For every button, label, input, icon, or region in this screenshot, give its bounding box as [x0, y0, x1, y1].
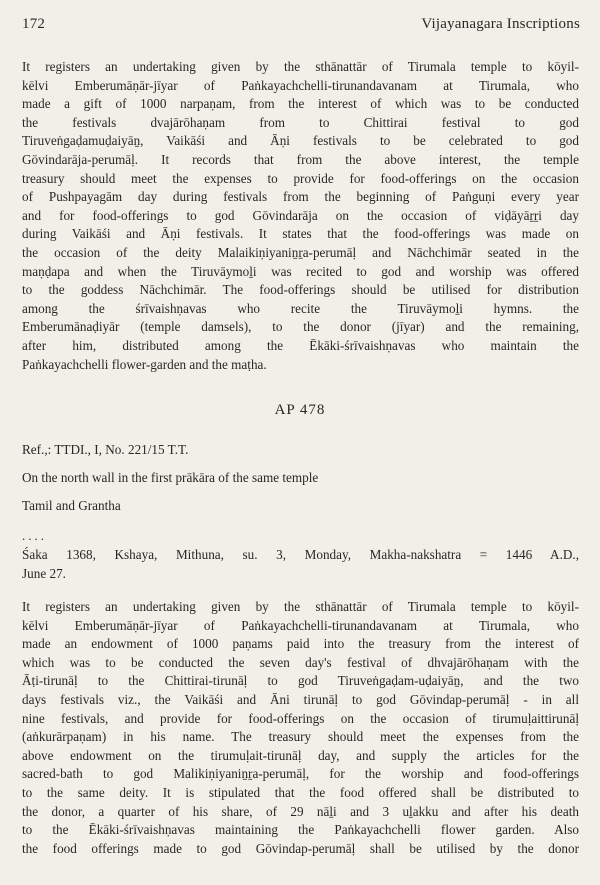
page-header — [22, 16, 580, 33]
text-line: after him, distributed among the Ēkāki-śrīvaishṇavas who maintain the — [22, 337, 579, 353]
script-line: Tamil and Grantha — [22, 498, 121, 513]
text-line: made a gift of 1000 narpaṇam, from the interest of which was to be conducted — [22, 96, 579, 112]
text-line: Tiruveṅgaḍamuḍaiyāṉ, Vaikāśi and Āṇi festivals to be celebrated to god — [22, 133, 579, 149]
date-block — [22, 546, 579, 583]
text-line: of Pushpayagām day during festivals from the beginning of Paṅguṇi every year — [22, 189, 579, 205]
text-line: the donor, a quarter of his share, of 29 nāḻi and 3 uḻakku and after his death — [22, 803, 579, 819]
paragraph-2 — [22, 598, 579, 858]
text-line: kēlvi Emberumāṇār-jīyar of Paṅkayachchelli-tirunandavanam at Tirumala, who — [22, 617, 579, 633]
text-line: the festivals dvajārōhaṇam from to Chittirai festival to god — [22, 114, 579, 130]
ellipsis-dots: .... — [22, 528, 47, 543]
text-line: Āṭi-tirunāḷ to the Chittirai-tirunāḷ to god Tiruveṅgaḍam-uḍaiyāṉ, and the two — [22, 673, 579, 689]
page-number: 172 — [22, 16, 46, 32]
text-line: during Vaikāśi and Āṇi festivals. It states that the food-offerings was made on — [22, 226, 579, 242]
text-line: It registers an undertaking given by the sthānattār of Tirumala temple to kōyil- — [22, 59, 579, 74]
text-line: kēlvi Emberumāṇār-jīyar of Paṅkayachchelli-tirunandavanam at Tirumala, who — [22, 77, 579, 93]
date-line: June 27. — [22, 565, 66, 581]
reference-line: Ref.,: TTDI., I, No. 221/15 T.T. — [22, 442, 189, 457]
text-line: (aṅkurārpaṇam) in his name. The treasury should meet the expenses from the — [22, 729, 579, 745]
text-line: to the same deity. It is stipulated that the food offered shall be distributed to — [22, 784, 579, 800]
text-line: Emberumānaḍiyār (temple damsels), to the donor (jīyar) and the remaining, — [22, 319, 579, 335]
date-line: Śaka 1368, Kshaya, Mithuna, su. 3, Monday, Makha-nakshatra = 1446 A.D., — [22, 547, 579, 562]
paragraph-1 — [22, 58, 579, 374]
text-line: maṇḍapa and when the Tiruvāymoḻi was recited to god and worship was offered — [22, 263, 579, 279]
text-line: above endowment on the tirumuḷait-tirunāḷ day, and supply the articles for the — [22, 747, 579, 763]
text-line: made an endowment of 1000 paṇams paid into the treasury from the interest of — [22, 636, 579, 652]
text-line: and for food-offerings to god Gōvindarāja on the occasion of viḍāyāṟṟi day — [22, 207, 579, 223]
text-line: the food offerings made to god Gōvindap-perumāḷ shall be utilised by the donor — [22, 840, 579, 856]
text-line: to the Ēkāki-śrīvaishṇavas maintaining the Paṅkayachchelli flower garden. Also — [22, 822, 579, 838]
text-line: sacred-bath to god Malikiṇiyaniṉṟa-perumāḷ, for the worship and food-offerings — [22, 766, 579, 782]
location-line: On the north wall in the first prākāra of the same temple — [22, 470, 319, 485]
text-line: Paṅkayachchelli flower-garden and the maṭha. — [22, 356, 267, 372]
running-title: Vijayanagara Inscriptions — [421, 16, 580, 32]
text-line: among the śrīvaishṇavas who recite the Tiruvāymoḻi hymns. the — [22, 300, 579, 316]
text-line: days festivals viz., the Vaikāśi and Āni tirunāḷ to god Gōvindap-perumāḷ - in all — [22, 691, 579, 707]
text-line: treasury should meet the expenses to provide for food-offerings on the occasion — [22, 170, 579, 186]
text-line: It registers an undertaking given by the sthānattār of Tirumala temple to kōyil- — [22, 599, 579, 614]
text-line: to the goddess Nāchchimār. The food-offerings should be utilised for distribution — [22, 282, 579, 298]
text-line: nine festivals, and provide for food-offerings on the occasion of tirumuḷaittirunāḷ — [22, 710, 579, 726]
text-line: Gōvindarāja-perumāḷ. It records that from the above interest, the temple — [22, 151, 579, 167]
section-title: AP 478 — [274, 402, 326, 418]
text-line: which was to be conducted the seven day's festival of dhvajārōhaṇam with the — [22, 654, 579, 670]
text-line: the occasion of the deity Malaikiṇiyaniṉṟa-perumāḷ and Nāchchimār seated in the — [22, 244, 579, 260]
